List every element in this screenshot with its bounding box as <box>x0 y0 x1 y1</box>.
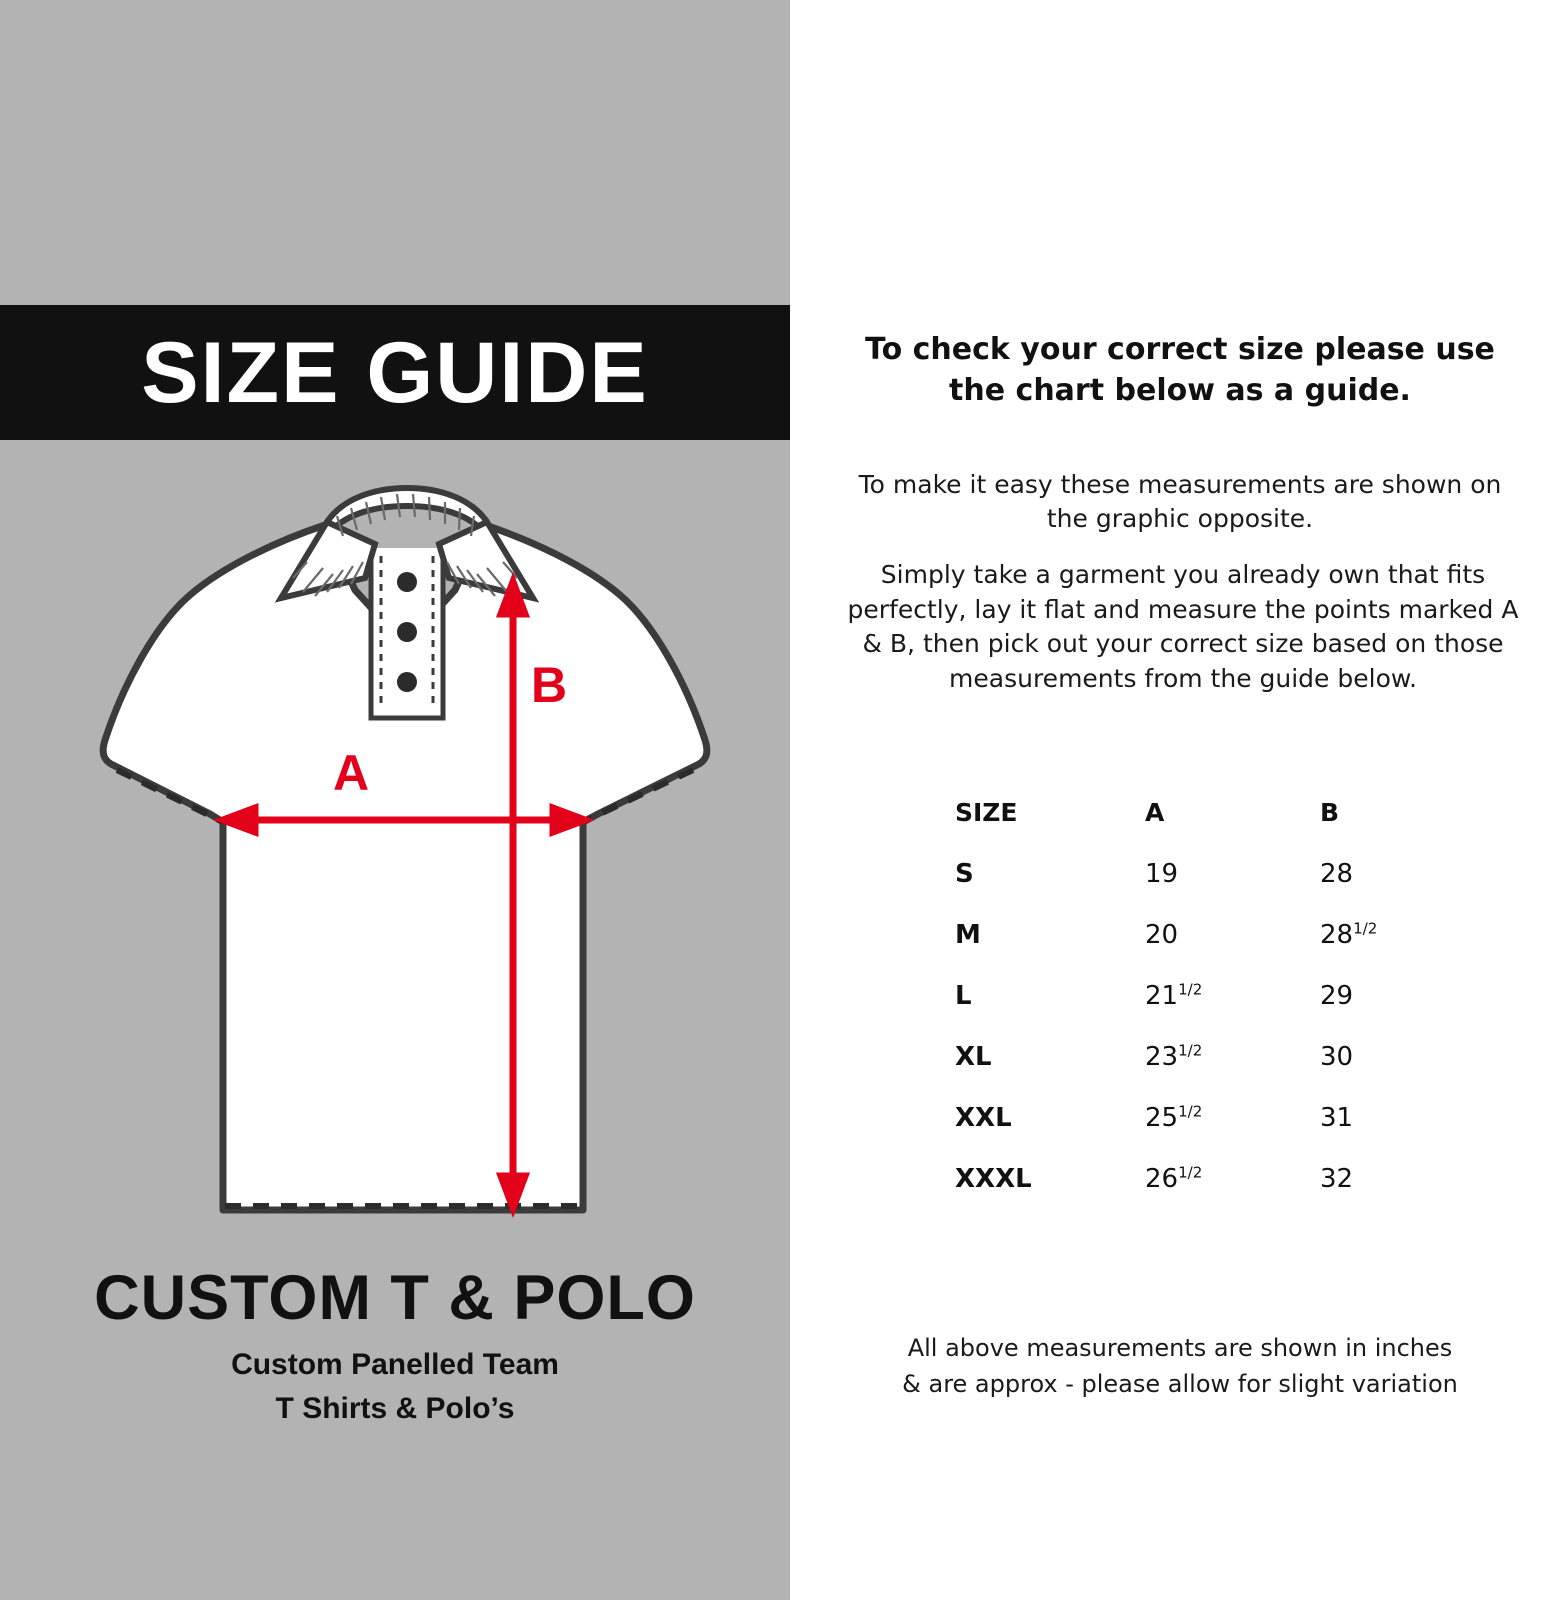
measure-label-a: A <box>333 745 370 801</box>
cell-measurement-a: $26^{1/2}$ <box>1145 1162 1203 1194</box>
cell-measurement-b: 32 <box>1320 1163 1354 1194</box>
size-chart-body <box>955 843 1435 1209</box>
column-header-b: B <box>1320 798 1340 827</box>
intro-paragraph-1: To make it easy these measurements are shown on the graphic opposite. <box>858 470 1502 533</box>
footnote-faint <box>835 1448 1525 1464</box>
cell-measurement-a: 20 <box>1145 919 1179 950</box>
footnote <box>835 1330 1525 1402</box>
intro-heading: To check your correct size please use the chart below as a guide. <box>865 332 1495 408</box>
cell-measurement-a: 19 <box>1145 858 1179 889</box>
cell-measurement-b: 30 <box>1320 1041 1354 1072</box>
cell-measurement-b: 28 <box>1320 858 1354 889</box>
size-guide-banner <box>0 305 790 440</box>
column-header-a: A <box>1145 798 1165 827</box>
cell-measurement-b: 29 <box>1320 980 1354 1011</box>
table-header-row <box>955 782 1435 843</box>
brand-subtitle-line-1: Custom Panelled Team <box>231 1348 559 1382</box>
table-row <box>955 1087 1435 1148</box>
table-row <box>955 965 1435 1026</box>
table-row <box>955 843 1435 904</box>
cell-measurement-b: 31 <box>1320 1102 1354 1133</box>
size-chart-table <box>955 782 1435 1209</box>
right-panel <box>790 0 1564 1600</box>
table-row <box>955 1148 1435 1209</box>
cell-size: XXL <box>955 1102 1012 1133</box>
measure-label-b: B <box>531 657 568 713</box>
brand-title: CUSTOM T & POLO <box>94 1263 696 1333</box>
column-header-size: SIZE <box>955 798 1018 827</box>
size-guide-title: SIZE GUIDE <box>141 324 649 421</box>
cell-size: S <box>955 858 974 889</box>
polo-shirt-diagram <box>75 470 735 1230</box>
cell-measurement-a: $23^{1/2}$ <box>1145 1040 1203 1072</box>
cell-measurement-a: $21^{1/2}$ <box>1145 979 1203 1011</box>
cell-size: XL <box>955 1041 992 1072</box>
cell-measurement-b: $28^{1/2}$ <box>1320 918 1378 950</box>
cell-size: XXXL <box>955 1163 1032 1194</box>
cell-size: L <box>955 980 972 1011</box>
footnote-line-1: All above measurements are shown in inches <box>907 1334 1453 1362</box>
footnote-line-2: & are approx - please allow for slight variation <box>902 1370 1458 1398</box>
brand-subtitle-line-2: T Shirts & Polo’s <box>275 1391 515 1425</box>
table-row <box>955 1026 1435 1087</box>
cell-measurement-a: $25^{1/2}$ <box>1145 1101 1203 1133</box>
intro-paragraph-2: Simply take a garment you already own that fits perfectly, lay it flat and measure the points marked A & B, then pick out your correct size based on those measurements from the guide below. <box>847 560 1519 693</box>
brand-block <box>0 1265 790 1430</box>
cell-size: M <box>955 919 981 950</box>
table-row <box>955 904 1435 965</box>
